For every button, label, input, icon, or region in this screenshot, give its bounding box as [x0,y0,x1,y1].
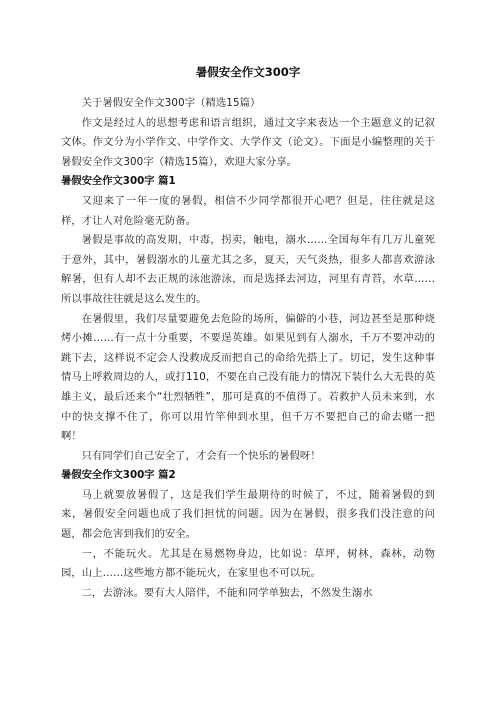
body-paragraph: 二，去游泳。要有大人陪伴，不能和同学单独去，不然发生溺水 [81,586,373,599]
document-body [61,94,435,603]
section-heading: 暑假安全作文300字 篇2 [61,469,176,482]
body-paragraph: 在暑假里，我们尽量要避免去危险的场所，偏僻的小巷，河边甚至是那种烧烤小摊……有一点十分重要，不要逞英雄。如果见到有人溺水，千万不要冲动的跳下去，这样说不定会人没救成反而把自己的命给先搭上了。切记，发生这种事情马上呼救周边的人，或打110，不要在自己没有能力的情况下装什么大无畏的英雄主义，最后还来个“壮烈牺牲”，那可是真的不值得了。若救护人员未来到，水中的快支撑不住了，你可以用竹竿伸到水里，但千万不要把自己的命去赌一把啊！ [61,312,435,443]
body-paragraph: 马上就要放暑假了，这是我们学生最期待的时候了，不过，随着暑假的到来，暑假安全问题也成了我们担忧的问题。因为在暑假，很多我们没注意的问题，都会危害到我们的安全。 [61,488,435,541]
document-title: 暑假安全作文300字 [195,65,301,79]
body-paragraph: 只有同学们自己安全了，才会有一个快乐的暑假呀！ [81,449,321,462]
body-paragraph: 又迎来了一年一度的暑假，相信不少同学都很开心吧？但是，往往就是这样，才让人对危险毫无防备。 [61,194,435,227]
intro-paragraph: 作文是经过人的思想考虑和语言组织，通过文字来表达一个主题意义的记叙文体。作文分为小学作文、中学作文、大学作文（论文）。下面是小编整理的关于暑假安全作文300字（精选15篇），欢迎大家分享。 [61,116,435,168]
body-paragraph: 一，不能玩火。尤其是在易燃物身边，比如说：草坪，树林，森林，动物园，山上……这些地方都不能玩火，在家里也不可以玩。 [61,547,435,580]
section-heading: 暑假安全作文300字 篇1 [61,175,176,188]
intro-paragraph: 关于暑假安全作文300字（精选15篇） [81,97,261,109]
body-paragraph: 暑假是事故的高发期，中毒，拐卖，触电，溺水……全国每年有几万儿童死于意外，其中，暑假溺水的儿童尤其之多，夏天，天气炎热，很多人都喜欢游泳解暑，但有人却不去正规的泳池游泳，而是选择去河边，河里有青苔，水草……所以事故往往就是这么发生的。 [61,234,435,305]
